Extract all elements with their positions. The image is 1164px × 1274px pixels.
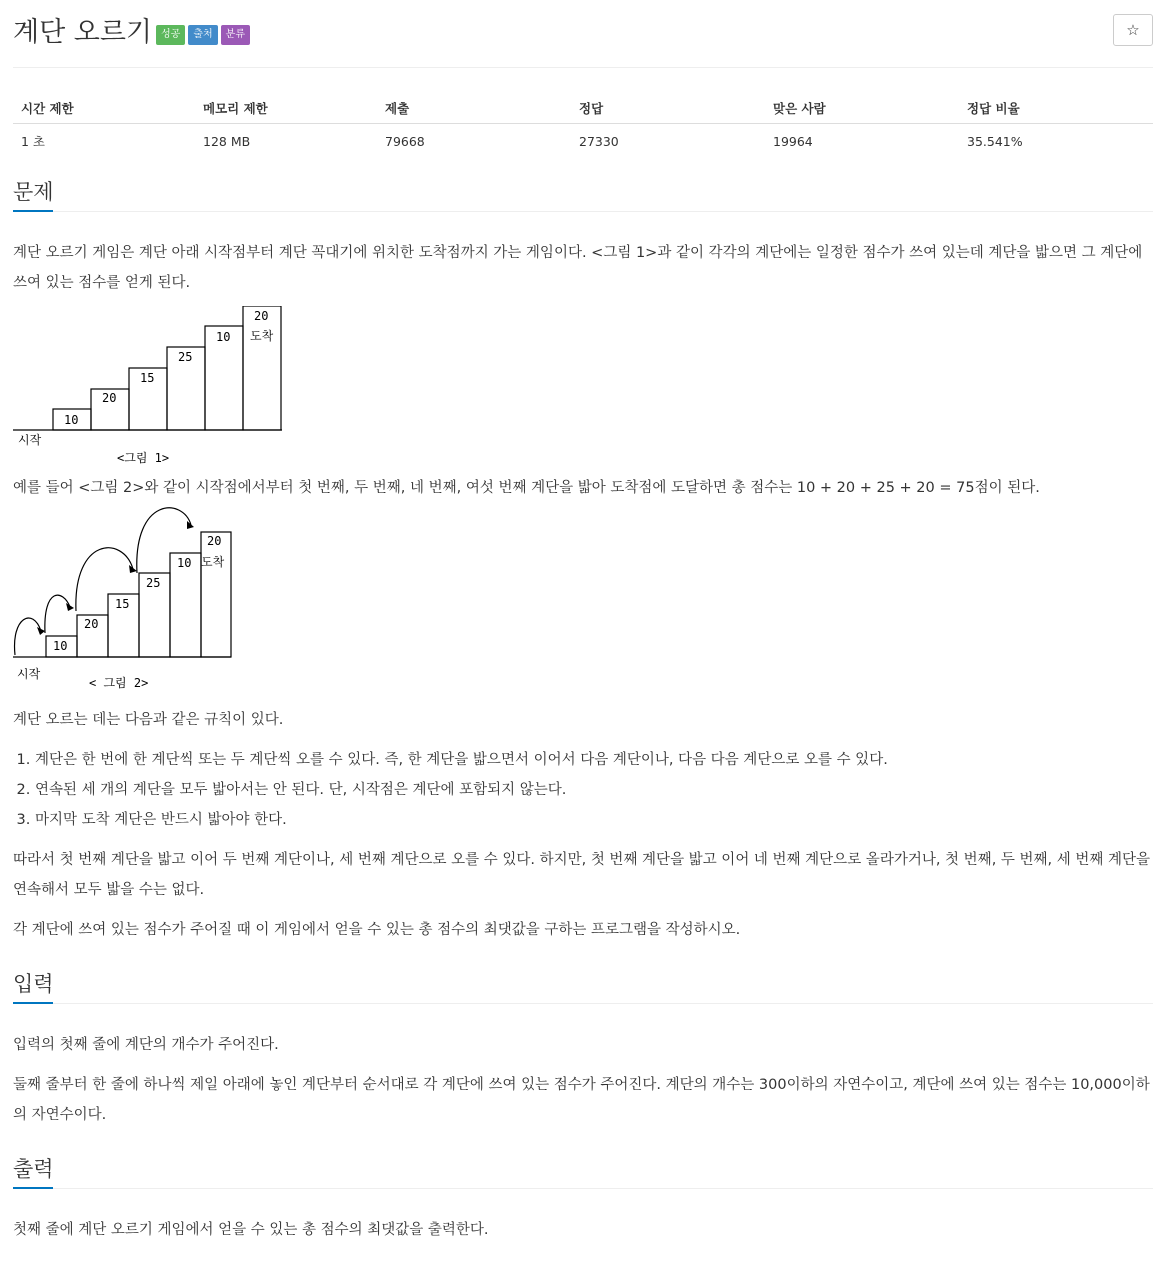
header-time-limit: 시간 제한	[13, 93, 195, 124]
fig2-step-3: 15	[115, 597, 130, 611]
value-memory-limit: 128 MB	[203, 133, 251, 149]
fig2-step-4: 25	[146, 576, 161, 590]
problem-paragraph-2: 예를 들어 <그림 2>와 같이 시작점에서부터 첫 번째, 두 번째, 네 번째, 여섯 번째 계단을 밟아 도착점에 도달하면 총 점수는 10 + 20 + 25 + 20 = 75점이 된다.	[13, 480, 1040, 496]
star-icon: ☆	[1126, 21, 1140, 39]
value-accepted: 27330	[579, 133, 619, 149]
header-accepted: 정답	[571, 93, 765, 124]
problem-paragraph-1: 계단 오르기 게임은 계단 아래 시작점부터 계단 꼭대기에 위치한 도착점까지 가는 게임이다. <그림 1>과 같이 각각의 계단에는 일정한 점수가 쓰여 있는데 계단을 밟으면 그 계단에 쓰여 있는 점수를 얻게 된다.	[13, 245, 1143, 291]
label-source[interactable]: 출처	[188, 25, 217, 45]
section-title-input	[13, 968, 1153, 1004]
input-paragraph-1: 입력의 첫째 줄에 계단의 개수가 주어진다.	[13, 1037, 279, 1053]
figure-1-staircase	[13, 306, 303, 476]
value-submissions: 79668	[385, 133, 425, 149]
rules-list	[35, 745, 1153, 835]
problem-paragraph-5: 각 계단에 쓰여 있는 점수가 주어질 때 이 게임에서 얻을 수 있는 총 점수의 최댓값을 구하는 프로그램을 작성하시오.	[13, 922, 741, 938]
problem-labels	[156, 25, 250, 45]
fig2-caption: < 그림 2>	[89, 676, 149, 690]
fig1-step-4: 25	[178, 350, 193, 364]
list-item: 3. 마지막 도착 계단은 반드시 밟아야 한다.	[35, 805, 1153, 835]
input-paragraph-2: 둘째 줄부터 한 줄에 하나씩 제일 아래에 놓인 계단부터 순서대로 각 계단에 쓰여 있는 점수가 주어진다. 계단의 개수는 300이하의 자연수이고, 계단에 쓰여 있는 점수는 10,000이하의 자연수이다.	[13, 1077, 1150, 1123]
fig1-step-5: 10	[216, 330, 231, 344]
fig1-end-label: 도착	[250, 329, 274, 343]
section-title-input-text: 입력	[13, 972, 54, 996]
fig1-step-6: 20	[254, 309, 269, 323]
figure-2-staircase	[13, 507, 253, 707]
value-solved-users: 19964	[773, 133, 813, 149]
fig2-step-5: 10	[177, 556, 192, 570]
header-solved-users: 맞은 사람	[765, 93, 959, 124]
section-title-problem-text: 문제	[13, 180, 54, 204]
header-submissions: 제출	[377, 93, 571, 124]
problem-header	[13, 0, 1153, 68]
table-header-row	[13, 93, 1153, 124]
output-paragraph-1: 첫째 줄에 계단 오르기 게임에서 얻을 수 있는 총 점수의 최댓값을 출력한다.	[13, 1222, 489, 1238]
fig1-step-1: 10	[64, 413, 79, 427]
problem-paragraph-4: 따라서 첫 번째 계단을 밟고 이어 두 번째 계단이나, 세 번째 계단으로 오를 수 있다. 하지만, 첫 번째 계단을 밟고 이어 네 번째 계단으로 올라가거나, 첫 번째, 두 번째, 세 번째 계단을 연속해서 모두 밟을 수는 없다.	[13, 852, 1151, 898]
value-time-limit: 1 초	[21, 134, 46, 149]
problem-title: 계단 오르기	[13, 17, 152, 48]
fig1-step-3: 15	[140, 371, 155, 385]
favorite-button[interactable]	[1113, 14, 1153, 46]
fig1-step-2: 20	[102, 391, 117, 405]
table-row	[13, 124, 1153, 159]
label-category[interactable]: 분류	[221, 25, 250, 45]
list-item: 2. 연속된 세 개의 계단을 모두 밟아서는 안 된다. 단, 시작점은 계단에 포함되지 않는다.	[35, 775, 1153, 805]
section-underline	[13, 1187, 53, 1189]
header-accept-ratio: 정답 비율	[959, 93, 1153, 124]
problem-info-table	[13, 93, 1153, 158]
fig2-step-6: 20	[207, 534, 222, 548]
problem-paragraph-3: 계단 오르는 데는 다음과 같은 규칙이 있다.	[13, 712, 284, 728]
fig2-step-2: 20	[84, 617, 99, 631]
section-title-problem	[13, 176, 1153, 212]
list-item: 1. 계단은 한 번에 한 계단씩 또는 두 계단씩 오를 수 있다. 즉, 한 계단을 밟으면서 이어서 다음 계단이나, 다음 다음 계단으로 오를 수 있다.	[35, 745, 1153, 775]
section-title-output-text: 출력	[13, 1157, 54, 1181]
fig1-caption: <그림 1>	[117, 451, 170, 465]
label-success[interactable]: 성공	[156, 25, 185, 45]
fig2-start-label: 시작	[17, 667, 41, 681]
fig2-end-label: 도착	[201, 555, 225, 569]
section-underline	[13, 1002, 53, 1004]
fig1-start-label: 시작	[18, 433, 42, 447]
fig2-step-1: 10	[53, 639, 68, 653]
header-memory-limit: 메모리 제한	[195, 93, 377, 124]
section-underline	[13, 210, 53, 212]
value-accept-ratio: 35.541%	[967, 133, 1023, 149]
section-title-output	[13, 1153, 1153, 1189]
